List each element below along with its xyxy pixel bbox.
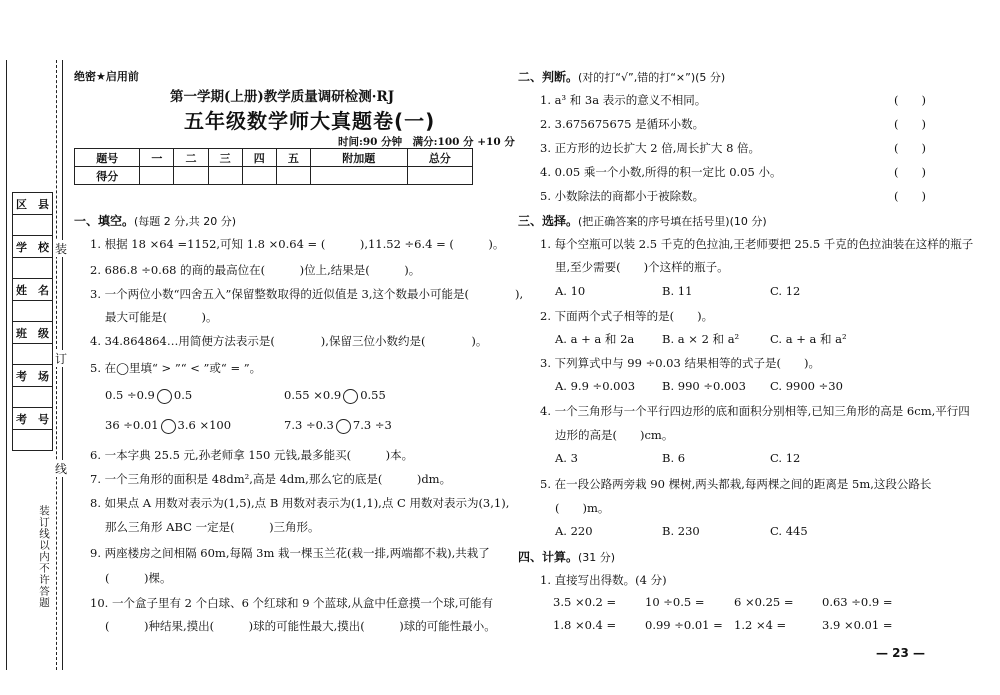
s3-q1-opt-c: C. 12 — [770, 284, 801, 298]
s2-answer-bracket[interactable]: ( ) — [894, 117, 926, 131]
s3-q4-opt-a: A. 3 — [555, 451, 578, 465]
s3-q3-opt-a: A. 9.9 ÷0.003 — [555, 379, 636, 393]
score-header-cell: 附加题 — [310, 149, 407, 167]
s2-answer-bracket[interactable]: ( ) — [894, 165, 926, 179]
compare-circle[interactable] — [336, 419, 351, 434]
s2-item-5: 5. 小数除法的商都小于被除数。 — [540, 189, 705, 203]
section3-heading: 三、选择。(把正确答案的序号填在括号里)(10 分) — [518, 214, 767, 228]
s1-q8-line2: 那么三角形 ABC 一定是( )三角形。 — [105, 520, 320, 534]
s3-q2-opt-a: A. a + a 和 2a — [555, 332, 635, 346]
binding-mark-zhuang: 装 — [55, 242, 68, 256]
s1-q1: 1. 根据 18 ×64 =1152,可知 1.8 ×0.64 = ( ),11.52 ÷6.4 = ( )。 — [90, 237, 505, 251]
score-table-score-row — [75, 167, 473, 185]
s1-q10-line1: 10. 一个盒子里有 2 个白球、6 个红球和 9 个蓝球,从盒中任意摸一个球,可能有 — [90, 596, 493, 610]
score-cell[interactable] — [242, 167, 276, 185]
exam-subtitle: 第一学期(上册)教学质量调研检测·RJ — [170, 89, 395, 105]
field-label-name: 姓 名 — [12, 278, 53, 301]
s3-q4-line1: 4. 一个三角形与一个平行四边形的底和面积分别相等,已知三角形的高是 6cm,平行四 — [540, 404, 970, 418]
s3-q5-opt-c: C. 445 — [770, 524, 808, 538]
s1-q7: 7. 一个三角形的面积是 48dm²,高是 4dm,那么它的底是( )dm。 — [90, 472, 452, 486]
s1-q10-line2: ( )种结果,摸出( )球的可能性最大,摸出( )球的可能性最小。 — [105, 619, 496, 633]
compare-circle[interactable] — [157, 389, 172, 404]
s4-calc: 1.2 ×4 = — [734, 618, 787, 632]
page-number: — 23 — — [876, 646, 926, 660]
compare-circle[interactable] — [343, 389, 358, 404]
s2-item-3: 3. 正方形的边长扩大 2 倍,周长扩大 8 倍。 — [540, 141, 761, 155]
s2-answer-bracket[interactable]: ( ) — [894, 189, 926, 203]
s1-q4: 4. 34.864864…用简便方法表示是( ),保留三位小数约是( )。 — [90, 334, 488, 348]
field-label-school: 学 校 — [12, 235, 53, 258]
s4-calc: 1.8 ×0.4 = — [553, 618, 617, 632]
section2-heading: 二、判断。(对的打“√”,错的打“×”)(5 分) — [518, 70, 726, 84]
score-header-cell: 一 — [140, 149, 174, 167]
binding-mark-xian: 线 — [55, 462, 68, 476]
s3-q3: 3. 下列算式中与 99 ÷0.03 结果相等的式子是( )。 — [540, 356, 820, 370]
s4-calc: 0.63 ÷0.9 = — [822, 595, 893, 609]
s2-item-1: 1. a³ 和 3a 表示的意义不相同。 — [540, 93, 707, 107]
field-box-room[interactable] — [12, 386, 53, 408]
section4-heading: 四、计算。(31 分) — [518, 550, 616, 564]
score-row-label: 得分 — [75, 167, 140, 185]
compare-circle[interactable] — [161, 419, 176, 434]
s3-q1-opt-b: B. 11 — [662, 284, 693, 298]
field-box-name[interactable] — [12, 300, 53, 322]
s2-item-2: 2. 3.675675675 是循环小数。 — [540, 117, 705, 131]
s1-q2: 2. 686.8 ÷0.68 的商的最高位在( )位上,结果是( )。 — [90, 263, 421, 277]
s1-q8-line1: 8. 如果点 A 用数对表示为(1,5),点 B 用数对表示为(1,1),点 C 用数对表示为(3,1), — [90, 496, 510, 510]
s1-q6: 6. 一本字典 25.5 元,孙老师拿 150 元钱,最多能买( )本。 — [90, 448, 414, 462]
s4-sub1: 1. 直接写出得数。(4 分) — [540, 573, 667, 587]
s1-q9-line2: ( )棵。 — [105, 571, 172, 585]
s1-q5-compare-2: 0.55 ×0.9 0.55 — [284, 388, 386, 402]
field-box-class[interactable] — [12, 343, 53, 365]
s3-q5-opt-b: B. 230 — [662, 524, 700, 538]
s1-q5-compare-4: 7.3 ÷0.3 7.3 ÷3 — [284, 418, 392, 432]
secret-mark: 绝密★启用前 — [74, 70, 139, 83]
s3-q5-line2: ( )m。 — [555, 501, 610, 515]
s3-q2-opt-b: B. a × 2 和 a² — [662, 332, 740, 346]
s2-answer-bracket[interactable]: ( ) — [894, 141, 926, 155]
s3-q5-line1: 5. 在一段公路两旁栽 90 棵树,两头都栽,每两棵之间的距离是 5m,这段公路长 — [540, 477, 932, 491]
s2-answer-bracket[interactable]: ( ) — [894, 93, 926, 107]
s3-q1-opt-a: A. 10 — [555, 284, 586, 298]
score-cell[interactable] — [140, 167, 174, 185]
field-label-number: 考 号 — [12, 407, 53, 430]
s3-q3-opt-b: B. 990 ÷0.003 — [662, 379, 746, 393]
s4-calc: 3.5 ×0.2 = — [553, 595, 617, 609]
s1-q9-line1: 9. 两座楼房之间相隔 60m,每隔 3m 栽一棵玉兰花(栽一排,两端都不栽),共栽了 — [90, 546, 490, 560]
field-label-district: 区 县 — [12, 192, 53, 215]
score-header-cell: 五 — [276, 149, 310, 167]
s3-q4-line2: 边形的高是( )cm。 — [555, 428, 674, 442]
s3-q2: 2. 下面两个式子相等的是( )。 — [540, 309, 714, 323]
field-label-class: 班 级 — [12, 321, 53, 344]
field-box-district[interactable] — [12, 214, 53, 236]
binding-note: 装订线以内不许答题 — [38, 505, 50, 609]
s3-q4-opt-b: B. 6 — [662, 451, 686, 465]
binding-mark-ding: 订 — [55, 352, 68, 366]
s3-q2-opt-c: C. a + a 和 a² — [770, 332, 847, 346]
score-table-header-row — [75, 149, 473, 167]
score-cell[interactable] — [407, 167, 472, 185]
field-label-room: 考 场 — [12, 364, 53, 387]
s3-q3-opt-c: C. 9900 ÷30 — [770, 379, 843, 393]
s1-q3-line2: 最大可能是( )。 — [105, 310, 218, 324]
binding-border-outer — [6, 60, 7, 670]
s3-q4-opt-c: C. 12 — [770, 451, 801, 465]
s3-q1-line2: 里,至少需要( )个这样的瓶子。 — [555, 260, 729, 274]
s1-q5-compare-1: 0.5 ÷0.9 0.5 — [105, 388, 193, 402]
s2-item-4: 4. 0.05 乘一个小数,所得的积一定比 0.05 小。 — [540, 165, 782, 179]
score-header-cell: 三 — [208, 149, 242, 167]
field-box-number[interactable] — [12, 429, 53, 451]
score-header-cell: 二 — [174, 149, 208, 167]
s4-calc: 6 ×0.25 = — [734, 595, 794, 609]
section1-heading: 一、填空。(每题 2 分,共 20 分) — [74, 214, 237, 228]
score-header-cell: 四 — [242, 149, 276, 167]
time-info: 时间:90 分钟 满分:100 分 +10 分 — [338, 136, 515, 148]
s4-calc: 0.99 ÷0.01 = — [645, 618, 723, 632]
score-cell[interactable] — [174, 167, 208, 185]
exam-title: 五年级数学师大真题卷(一) — [184, 109, 436, 133]
score-header-cell: 总分 — [407, 149, 472, 167]
score-cell[interactable] — [310, 167, 407, 185]
s3-q1-line1: 1. 每个空瓶可以装 2.5 千克的色拉油,王老师要把 25.5 千克的色拉油装在这样的瓶子 — [540, 237, 974, 251]
s4-calc: 3.9 ×0.01 = — [822, 618, 893, 632]
field-box-school[interactable] — [12, 257, 53, 279]
s1-q3-line1: 3. 一个两位小数“四舍五入”保留整数取得的近似值是 3,这个数最小可能是( ), — [90, 287, 524, 301]
s1-q5-compare-3: 36 ÷0.01 3.6 ×100 — [105, 418, 232, 432]
s1-q5: 5. 在◯里填“ > ”“ < ”或“ = ”。 — [90, 361, 262, 375]
score-header-cell: 题号 — [75, 149, 140, 167]
score-cell[interactable] — [208, 167, 242, 185]
s3-q5-opt-a: A. 220 — [555, 524, 593, 538]
s4-calc: 10 ÷0.5 = — [645, 595, 705, 609]
score-cell[interactable] — [276, 167, 310, 185]
score-table — [74, 148, 473, 185]
